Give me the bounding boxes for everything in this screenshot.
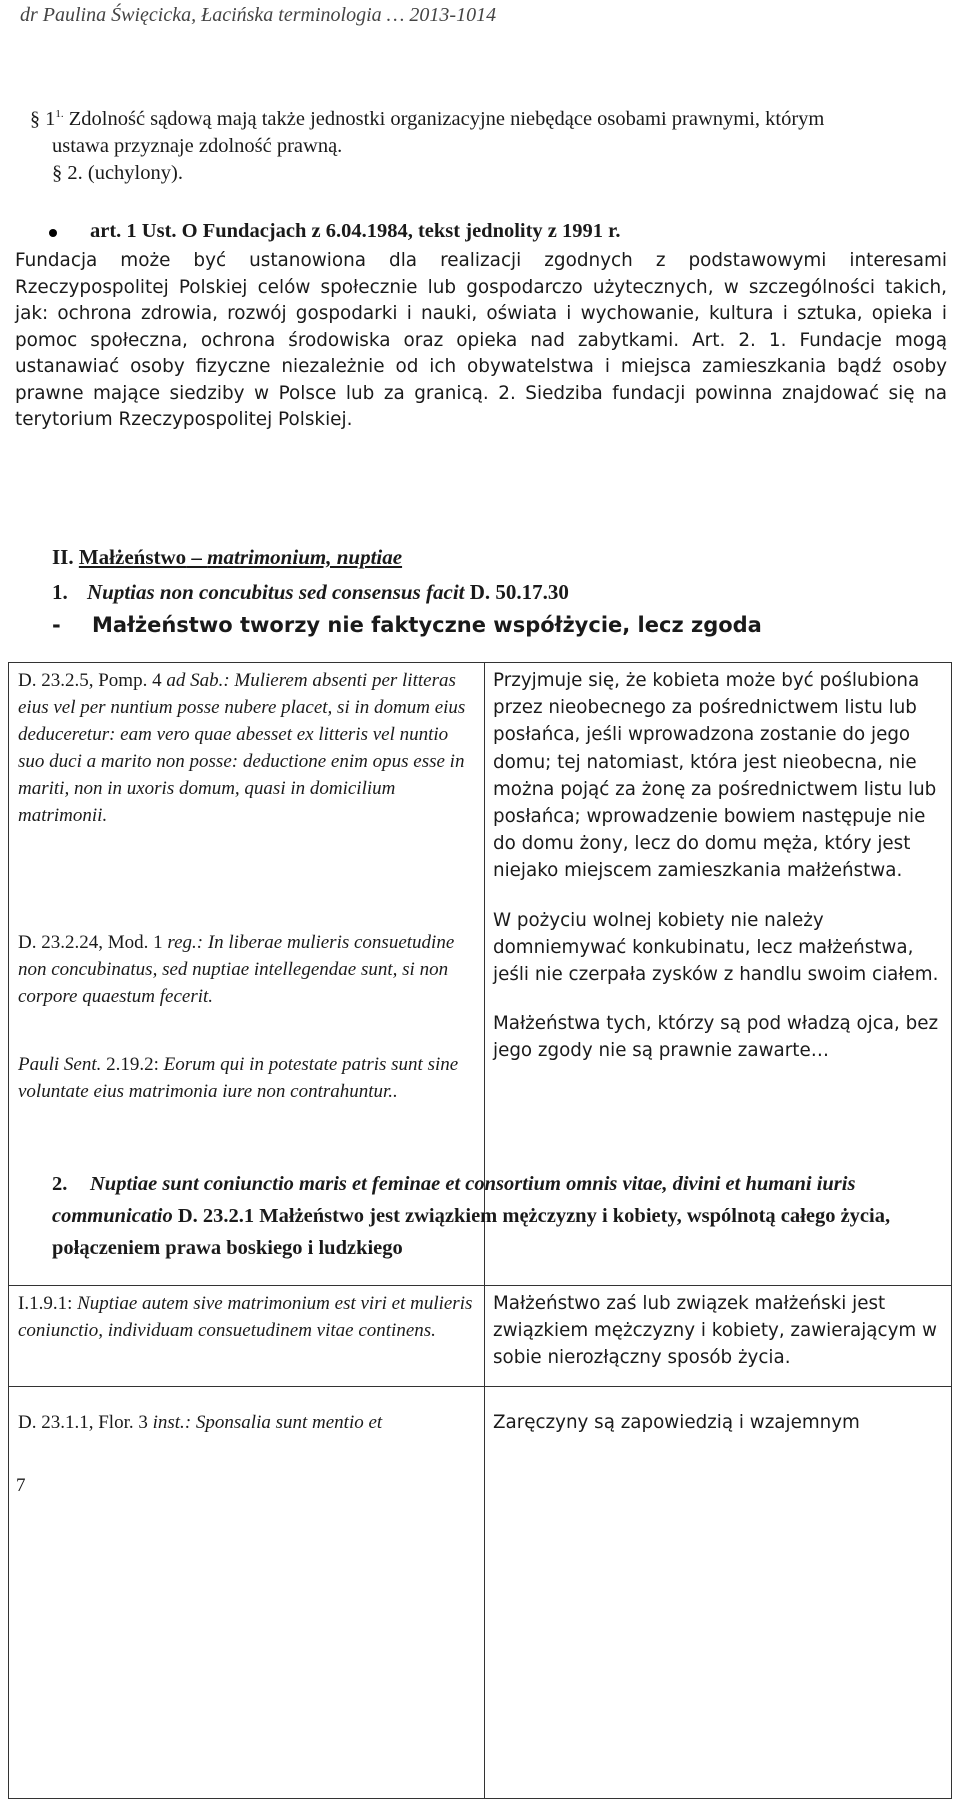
subsection-1 [52,580,569,605]
section-sign: § [30,108,40,130]
paragraph-number: 1 [45,108,56,130]
section-sign: § [52,162,63,184]
section-roman: II. [52,545,74,569]
latin-text-5: D. 23.1.1, Flor. 3 inst.: Sponsalia sunt mentio et [18,1412,383,1433]
latin-cell-2 [9,1387,485,1450]
subsection-2 [52,1168,932,1264]
subsection-2-translation: D. 23.2.1 Małżeństwo jest związkiem mężczyzny i kobiety, wspólnotą całego życia, połączeniem prawa boskiego i ludzkiego [52,1205,891,1259]
paragraph-footnote: 1. [55,108,64,121]
subsection-1-maxim: Nuptias non concubitus sed consensus facit [87,580,465,604]
polish-text-3: Małżeństwa tych, którzy są pod władzą ojca, bez jego zgody nie są prawnie zawarte… [493,1013,939,1062]
page-number: 7 [16,1475,26,1496]
polish-cell-1 [485,1286,952,1387]
paragraph-line-1 [30,108,824,131]
polish-text-1: Przyjmuje się, że kobieta może być poślubiona przez nieobecnego za pośrednictwem listu lub posłańca, jeśli wprowadzona zostanie do jego domu; tej natomiast, która jest nieobecna, nie można pojąć za żonę za pośrednictwem listu lub posłańca; wprowadzenie bowiem następuje nie do domu żony, lecz do domu męża, który jest niejako miejscem zamieszkania małżeństwa. [493,670,937,882]
subsection-1-source: D. 50.17.30 [464,580,569,604]
paragraph-text: Zdolność sądową mają także jednostki organizacyjne niebędące osobami prawnymi, którym [63,108,825,130]
polish-text-2: W pożyciu wolnej kobiety nie należy domniemywać konkubinatu, lecz małżeństwa, jeśli nie czerpała zysków z handlu swoim ciałem. [493,909,939,986]
latin-text-1: D. 23.2.5, Pomp. 4 ad Sab.: Mulierem absenti per litteras eius vel per nuntium posse nubere placet, si in domum eius deduceretur: eam vero quae abesset ex litteris vel nuntio suo duci a marito non posse: deductione enim opus esse in mariti, non in uxoris domum, quasi in domicilium matrimonii. [18,670,466,826]
latin-cell-1 [9,1286,485,1387]
latin-text-3: Pauli Sent. 2.19.2: Eorum qui in potestate patris sunt sine voluntate eius matrimonia iure non contrahuntur.. [18,1054,459,1102]
subsection-2-maxim: Nuptiae sunt coniunctio maris et feminae et consortium omnis vitae, divini et humani iuris communicatio [52,1173,856,1227]
polish-text-5: Zaręczyny są zapowiedzią i wzajemnym [493,1412,860,1433]
bullet-heading: art. 1 Ust. O Fundacjach z 6.04.1984, tekst jednolity z 1991 r. [90,220,621,242]
polish-text-4: Małżeństwo zaś lub związek małżeński jest związkiem mężczyzny i kobiety, zawierającym w sobie nierozłączny sposób życia. [493,1293,937,1369]
latin-text-2: D. 23.2.24, Mod. 1 reg.: In liberae mulieris consuetudine non concubinatus, sed nuptiae intellegendae sunt, si non corpore quaestum fecerit. [18,932,455,1007]
subsection-1-translation: - Małżeństwo tworzy nie faktyczne współżycie, lecz zgoda [52,613,762,637]
paragraph-line-3 [52,162,183,185]
paragraph-line-2: ustawa przyznaje zdolność prawną. [52,135,343,157]
subsection-1-number: 1. [52,580,68,604]
paragraph-2-text: 2. (uchylony). [67,162,183,184]
subsection-2-number: 2. [52,1173,68,1195]
bullet-icon [49,229,57,237]
section-title-text: Małżeństwo – matrimonium, nuptiae [78,545,403,569]
fundacja-paragraph: Fundacja może być ustanowiona dla realizacji zgodnych z podstawowymi interesami Rzeczypospolitej Polskiej celów społecznie lub gospodarczo użytecznych, w szczególności takich, jak: ochrona zdrowia, rozwój gospodarki i nauki, oświata i wychowanie, kultura i sztuka, opieka i pomoc społeczna, ochrona środowiska oraz opieka nad zabytkami. Art. 2. 1. Fundacje mogą ustanawiać osoby fizyczne niezależnie od ich obywatelstwa i miejsca zamieszkania bądź osoby prawne mające siedziby w Polsce lub za granicą. 2. Siedziba fundacji powinna znajdować się na terytorium Rzeczypospolitej Polskiej. [15,250,947,430]
texts-table-2 [8,1285,952,1449]
polish-cell-2 [485,1387,952,1450]
page-header: dr Paulina Święcicka, Łacińska terminologia … 2013-1014 [20,4,497,26]
section-2-title [52,545,402,570]
latin-text-4: I.1.9.1: Nuptiae autem sive matrimonium est viri et mulieris coniunctio, individuam consuetudinem vitae continens. [18,1293,473,1341]
